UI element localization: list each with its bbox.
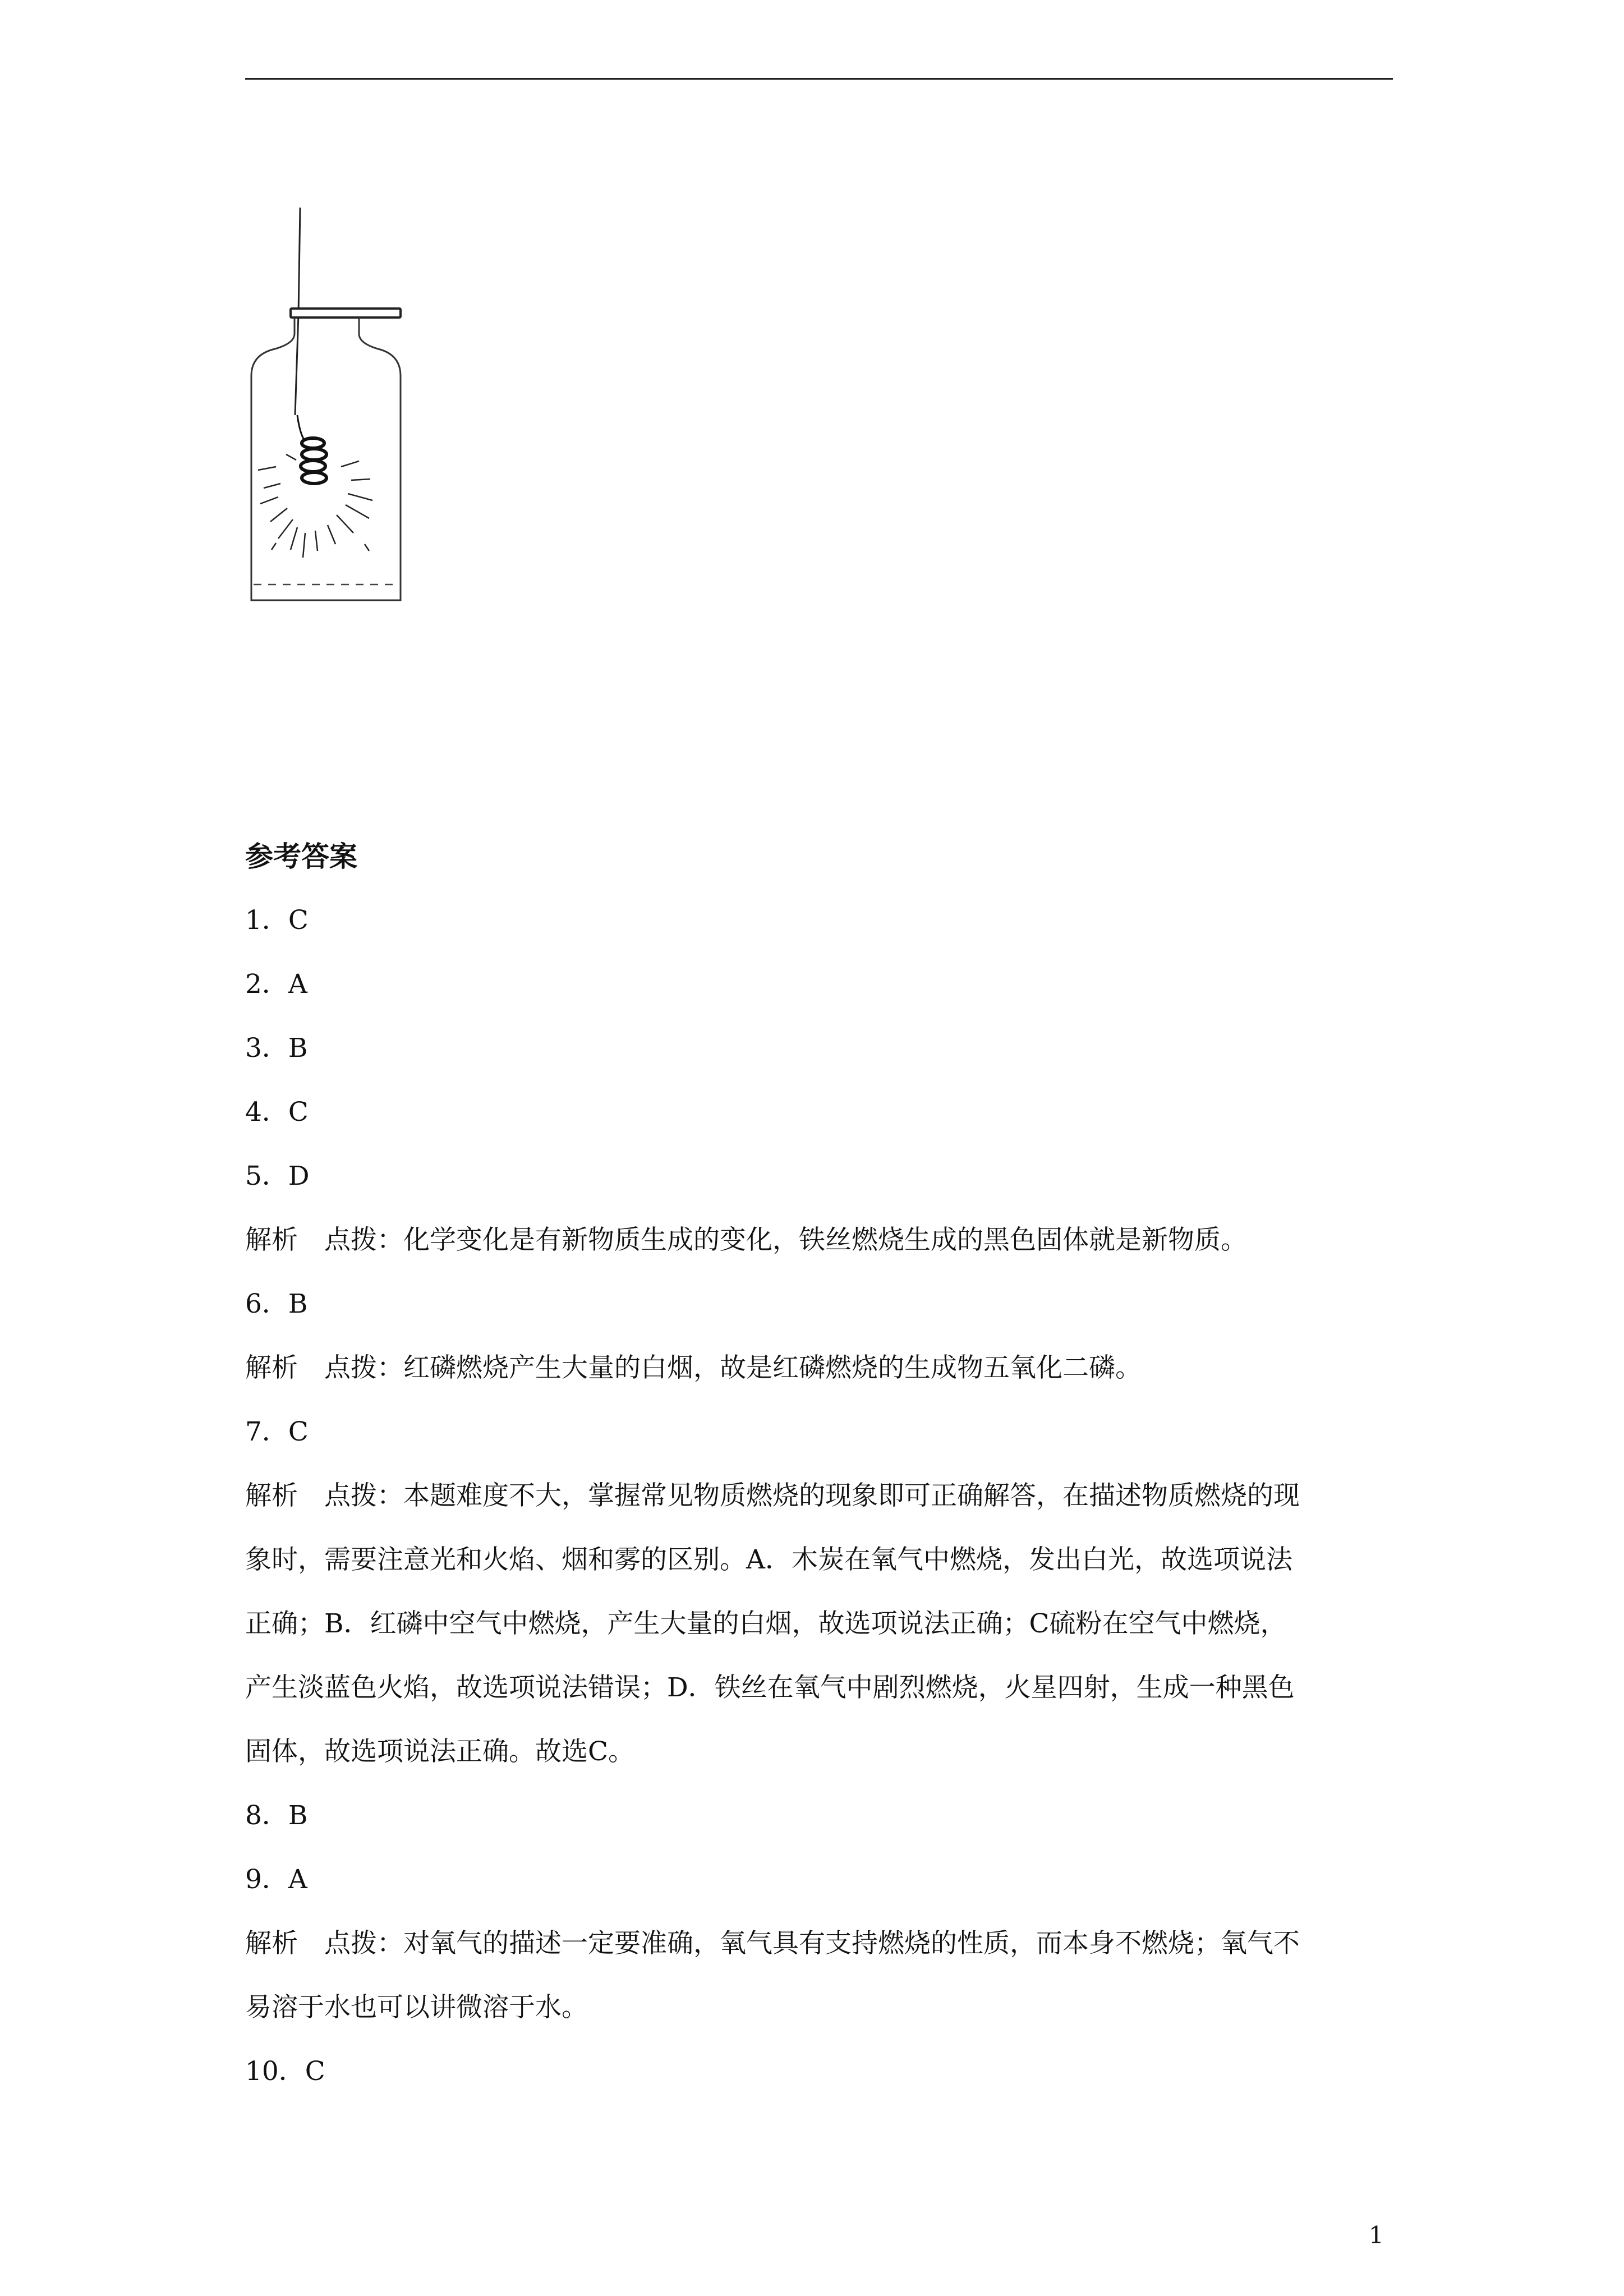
explanation-line: 易溶于水也可以讲微溶于水。 bbox=[245, 1992, 588, 2023]
explanation-line: 象时，需要注意光和火焰、烟和雾的区别。A．木炭在氧气中燃烧，发出白光，故选项说法 bbox=[245, 1544, 1292, 1575]
gas-bottle-icon bbox=[251, 318, 401, 600]
answer-line: 9．A bbox=[245, 1864, 307, 1895]
wire-coil-icon bbox=[297, 415, 326, 484]
answer-section bbox=[245, 825, 1406, 2104]
page-number: 1 bbox=[1369, 2221, 1384, 2249]
explanation-line: 固体，故选项说法正确。故选C。 bbox=[245, 1736, 634, 1767]
stopper-icon bbox=[291, 309, 401, 318]
explanation-line: 解析 点拨：红磷燃烧产生大量的白烟，故是红磷燃烧的生成物五氧化二磷。 bbox=[245, 1352, 1142, 1383]
answer-line: 3．B bbox=[245, 1033, 308, 1064]
answer-line: 5．D bbox=[245, 1161, 310, 1191]
answer-line: 8．B bbox=[245, 1800, 308, 1831]
answer-line: 6．B bbox=[245, 1289, 308, 1319]
explanation-line: 解析 点拨：对氧气的描述一定要准确，氧气具有支持燃烧的性质，而本身不燃烧；氧气不 bbox=[245, 1928, 1300, 1959]
header-rule bbox=[245, 78, 1393, 80]
answer-line: 4．C bbox=[245, 1097, 309, 1128]
spark-rays-icon bbox=[258, 454, 372, 558]
answer-line: 7．C bbox=[245, 1416, 309, 1447]
explanation-line: 解析 点拨：化学变化是有新物质生成的变化，铁丝燃烧生成的黑色固体就是新物质。 bbox=[245, 1225, 1247, 1255]
explanation-line: 产生淡蓝色火焰，故选项说法错误；D．铁丝在氧气中剧烈燃烧，火星四射，生成一种黑色 bbox=[245, 1672, 1295, 1703]
section-title: 参考答案 bbox=[245, 840, 357, 873]
answer-line: 10．C bbox=[245, 2056, 325, 2087]
iron-wire-burning-in-gas-bottle-figure bbox=[241, 208, 421, 611]
answer-line: 2．A bbox=[245, 969, 307, 1000]
explanation-line: 解析 点拨：本题难度不大，掌握常见物质燃烧的现象即可正确解答，在描述物质燃烧的现 bbox=[245, 1480, 1300, 1511]
answer-line: 1．C bbox=[245, 905, 309, 936]
explanation-line: 正确；B．红磷中空气中燃烧，产生大量的白烟，故选项说法正确；C硫粉在空气中燃烧， bbox=[245, 1608, 1287, 1639]
